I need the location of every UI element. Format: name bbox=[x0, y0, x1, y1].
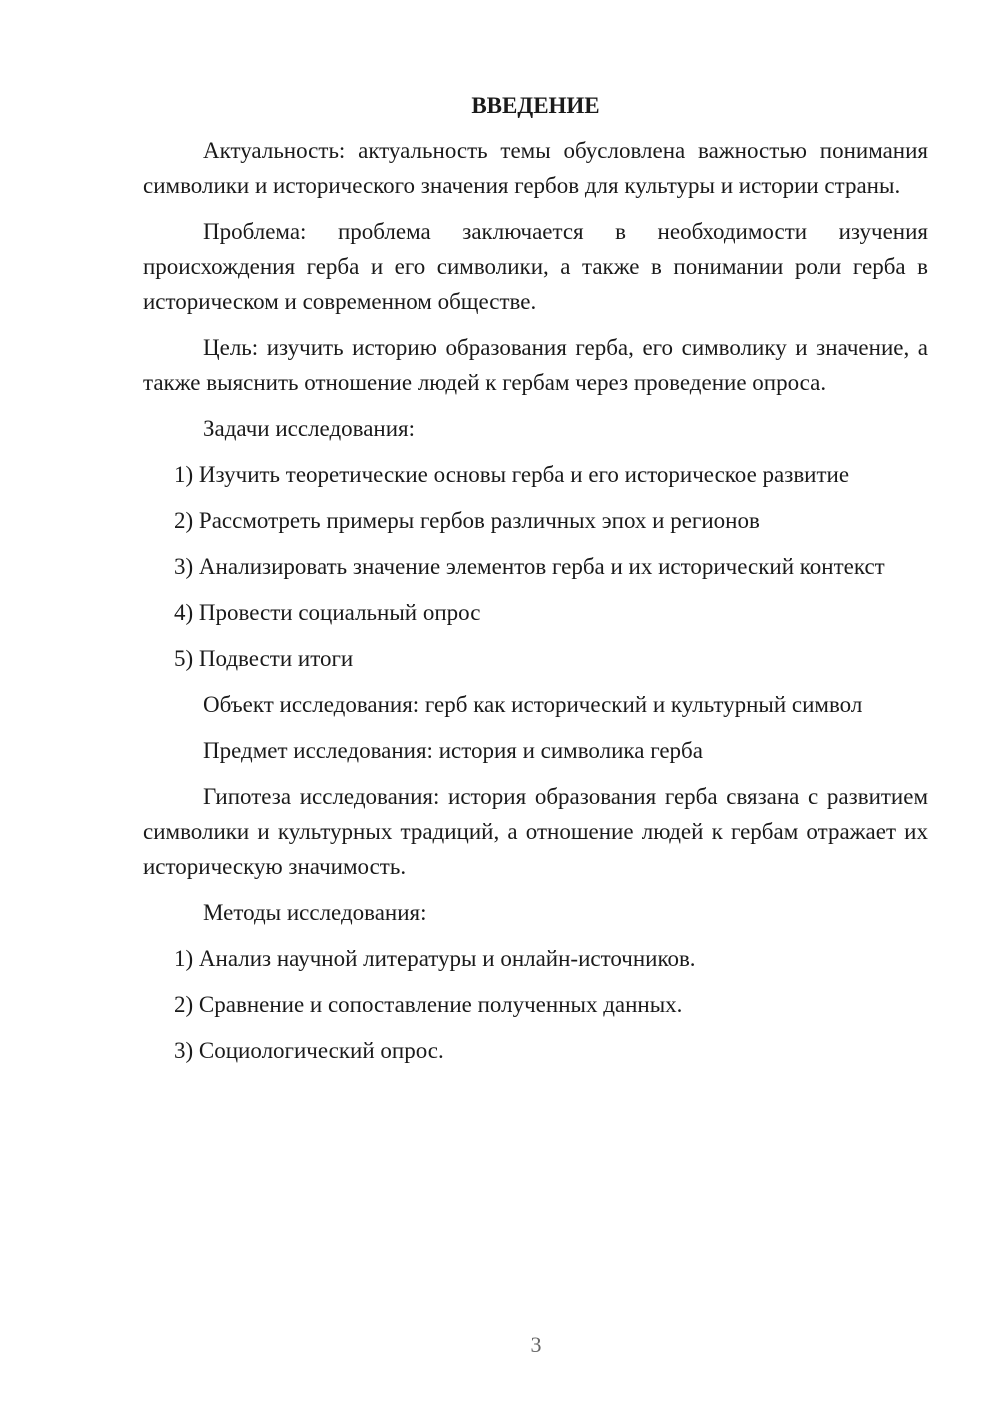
method-item-1: 1) Анализ научной литературы и онлайн-источников. bbox=[174, 946, 696, 971]
research-hypothesis: Гипотеза исследования: история образования герба связана с развитием символики и культурных традиций, а отношение людей к гербам отражает их историческую значимость. bbox=[143, 784, 928, 879]
method-item-2: 2) Сравнение и сопоставление полученных данных. bbox=[174, 992, 683, 1017]
task-item-3: 3) Анализировать значение элементов герба и их исторический контекст bbox=[174, 554, 885, 579]
research-object: Объект исследования: герб как исторический и культурный символ bbox=[203, 692, 863, 717]
research-subject: Предмет исследования: история и символика герба bbox=[203, 738, 703, 763]
document-page bbox=[143, 88, 928, 1079]
relevance-paragraph: Актуальность: актуальность темы обусловлена важностью понимания символики и исторического значения гербов для культуры и истории страны. bbox=[143, 138, 928, 198]
methods-heading: Методы исследования: bbox=[203, 900, 427, 925]
tasks-heading: Задачи исследования: bbox=[203, 416, 416, 441]
task-item-5: 5) Подвести итоги bbox=[174, 646, 354, 671]
page-title: ВВЕДЕНИЕ bbox=[471, 93, 600, 118]
task-item-2: 2) Рассмотреть примеры гербов различных эпох и регионов bbox=[174, 508, 760, 533]
method-item-3: 3) Социологический опрос. bbox=[174, 1038, 444, 1063]
task-item-4: 4) Провести социальный опрос bbox=[174, 600, 481, 625]
goal-paragraph: Цель: изучить историю образования герба, его символику и значение, а также выяснить отношение людей к гербам через проведение опроса. bbox=[143, 335, 928, 395]
page-number: 3 bbox=[530, 1332, 542, 1357]
problem-paragraph: Проблема: проблема заключается в необходимости изучения происхождения герба и его символики, а также в понимании роли герба в историческом и современном обществе. bbox=[143, 219, 928, 314]
task-item-1: 1) Изучить теоретические основы герба и его историческое развитие bbox=[174, 462, 850, 487]
